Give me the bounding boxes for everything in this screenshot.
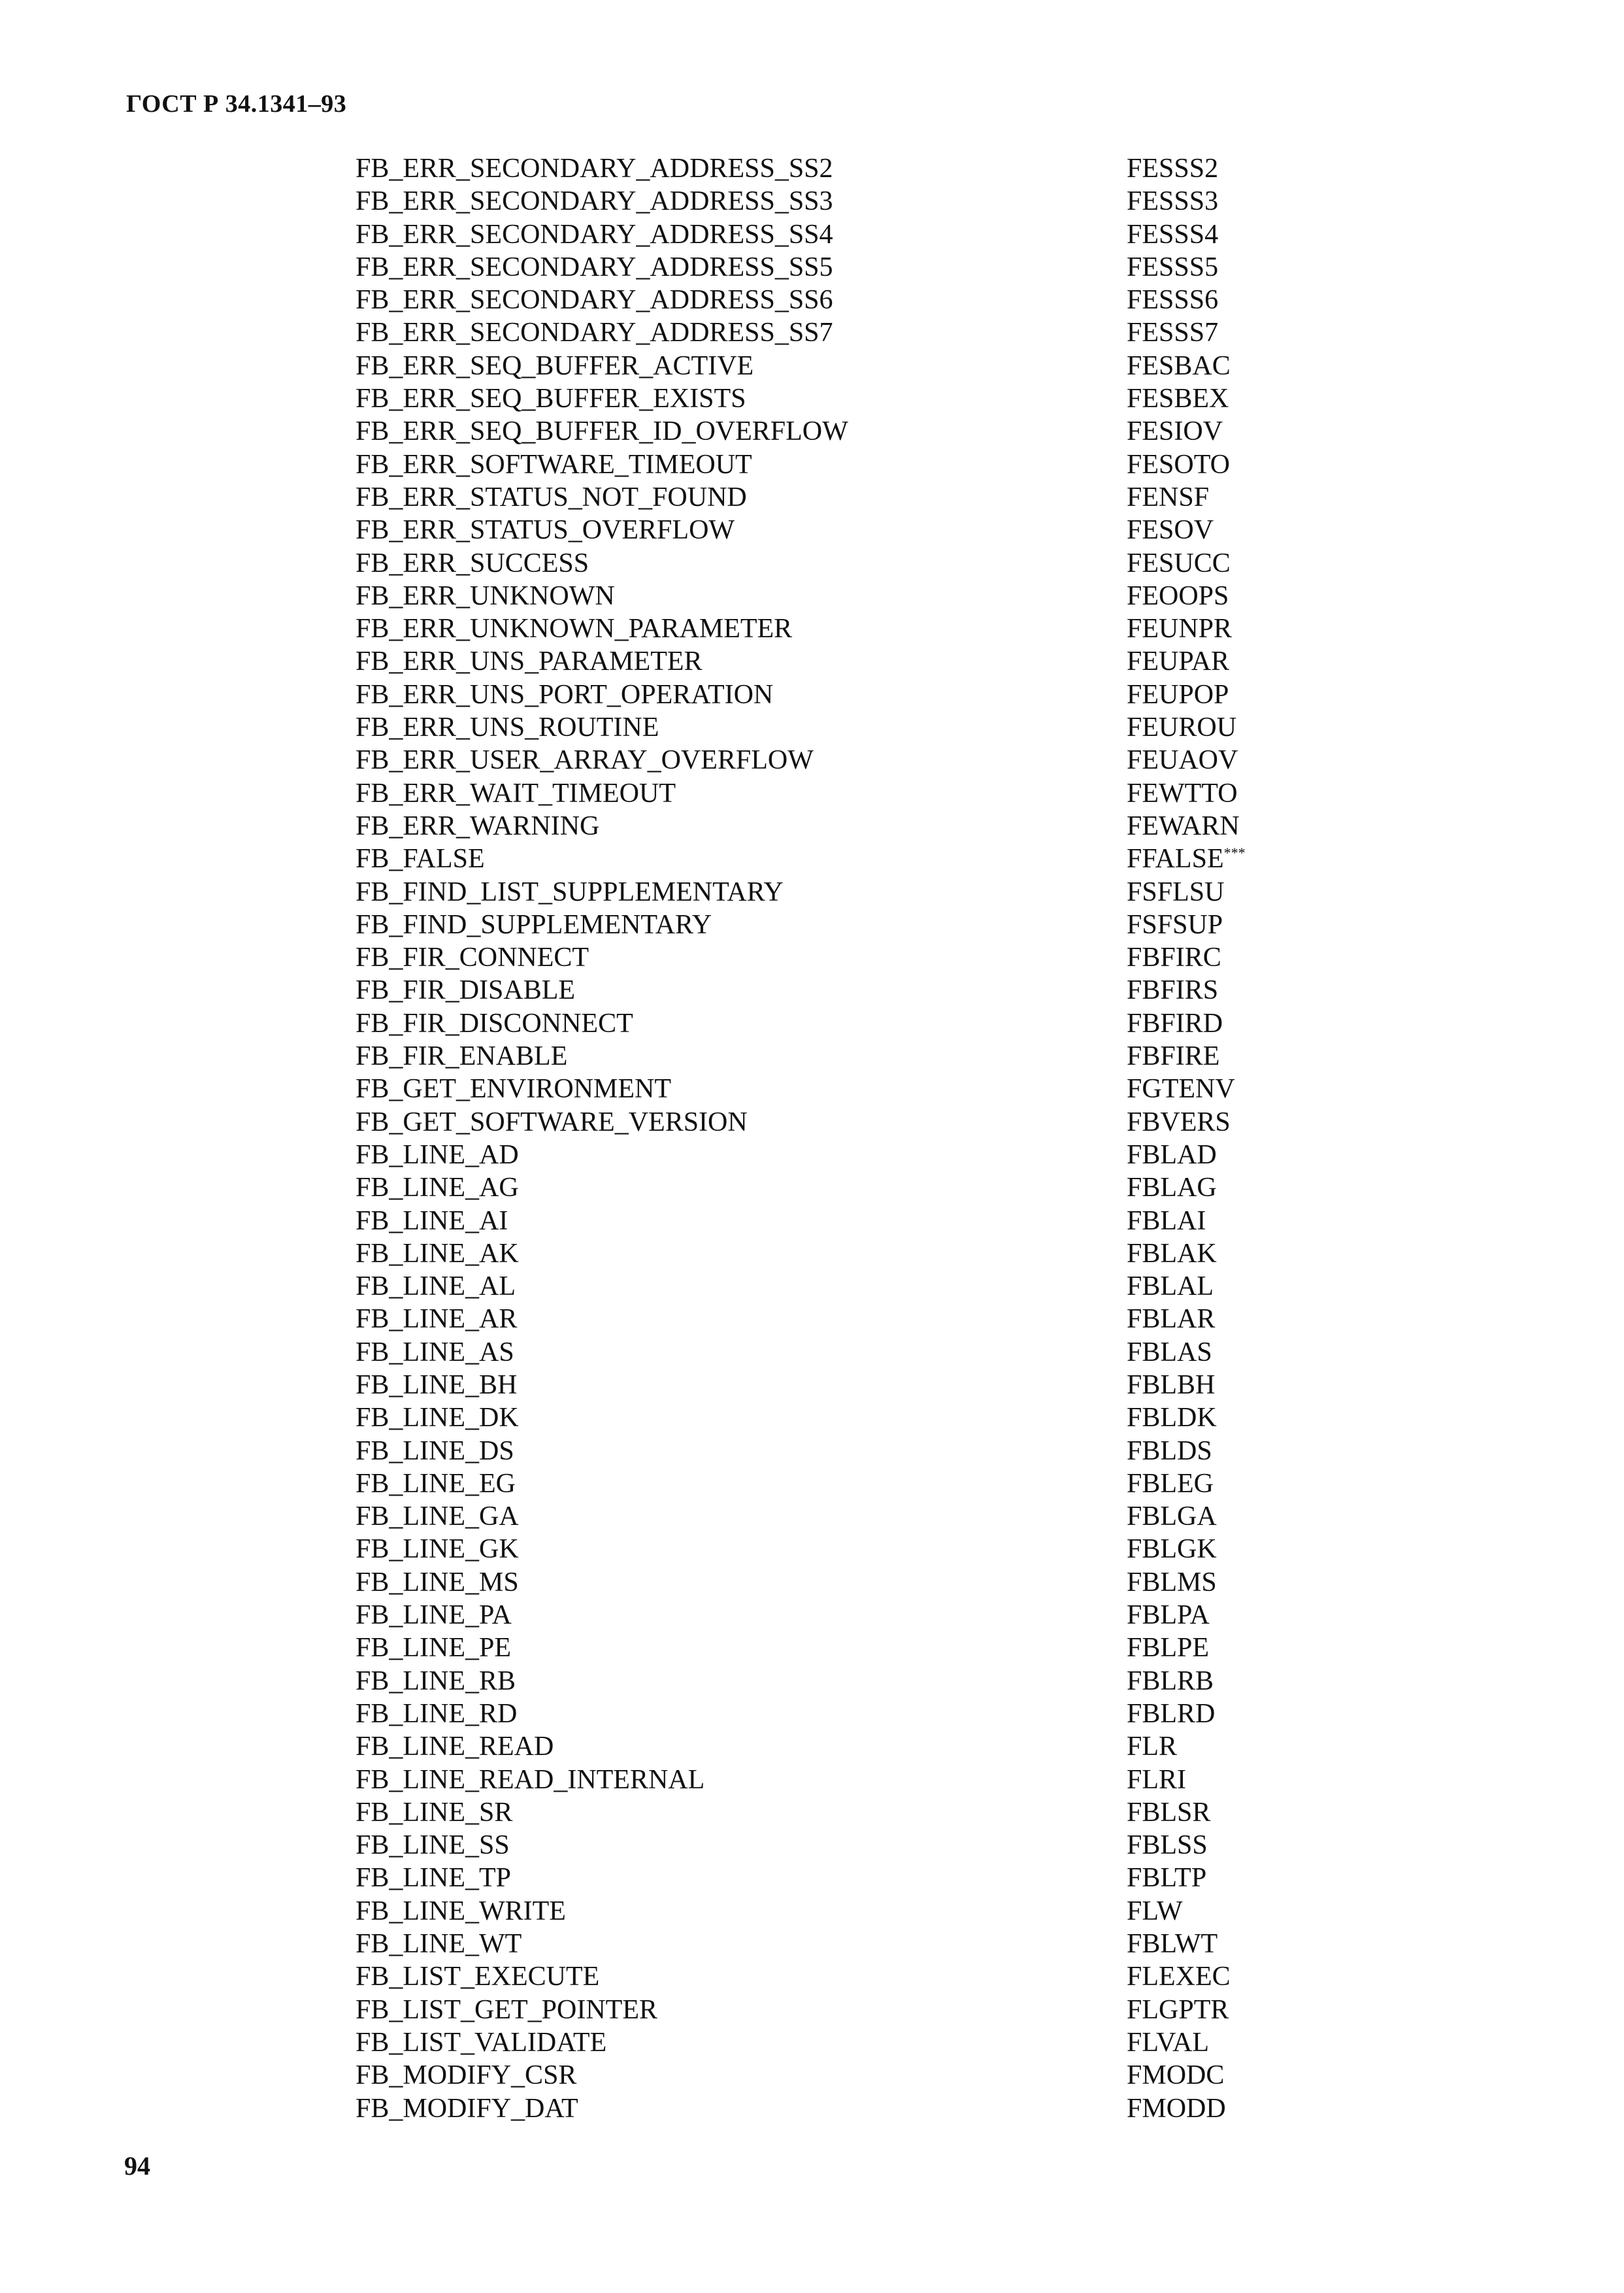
identifier-name: FB_LINE_PA (356, 1600, 512, 1631)
table-row (356, 1533, 1310, 1565)
identifier-abbreviation (1127, 1237, 1217, 1270)
footnote-marker: *** (1223, 845, 1246, 862)
table-row (356, 2026, 1310, 2059)
table-row (356, 580, 1310, 612)
identifier-abbreviation (1127, 415, 1223, 448)
abbreviation-text: FEWTTO (1127, 778, 1238, 809)
identifier-abbreviation (1127, 1270, 1214, 1303)
identifier-abbreviation (1127, 1205, 1206, 1237)
table-row (356, 1566, 1310, 1599)
document-header: ГОСТ Р 34.1341–93 (126, 90, 347, 118)
abbreviation-text: FESOV (1127, 515, 1214, 546)
abbreviation-text: FESIOV (1127, 416, 1223, 447)
identifier-name: FB_ERR_SECONDARY_ADDRESS_SS5 (356, 252, 833, 282)
abbreviation-text: FESSS2 (1127, 154, 1219, 184)
identifier-name: FB_LINE_EG (356, 1468, 516, 1499)
identifier-name: FB_MODIFY_DAT (356, 2093, 578, 2124)
identifier-abbreviation (1127, 1007, 1223, 1040)
abbreviation-text: FLGPTR (1127, 1994, 1229, 2025)
identifier-abbreviation (1127, 1566, 1217, 1599)
abbreviation-text: FBLAK (1127, 1238, 1217, 1269)
table-row (356, 777, 1310, 810)
abbreviation-text: FBLRD (1127, 1698, 1216, 1729)
identifier-abbreviation (1127, 777, 1238, 810)
identifier-name: FB_LINE_WT (356, 1929, 522, 1960)
identifier-abbreviation (1127, 744, 1238, 777)
identifier-abbreviation (1127, 580, 1229, 612)
identifier-name: FB_LINE_PE (356, 1633, 512, 1664)
identifier-name: FB_LINE_BH (356, 1369, 518, 1400)
table-row (356, 415, 1310, 448)
identifier-name: FB_LINE_SR (356, 1797, 513, 1828)
table-row (356, 251, 1310, 284)
table-row (356, 1994, 1310, 2026)
identifier-name: FB_ERR_SEQ_BUFFER_ID_OVERFLOW (356, 416, 848, 447)
table-row (356, 1796, 1310, 1829)
table-row (356, 974, 1310, 1007)
identifier-abbreviation (1127, 1796, 1210, 1829)
abbreviation-text: FBLTP (1127, 1863, 1207, 1894)
identifier-abbreviation (1127, 1960, 1231, 1993)
table-row (356, 1928, 1310, 1960)
abbreviation-text: FBLAG (1127, 1173, 1217, 1203)
abbreviation-text: FESBEX (1127, 384, 1229, 414)
table-row (356, 612, 1310, 645)
abbreviation-text: FBVERS (1127, 1107, 1231, 1137)
identifier-name: FB_ERR_UNS_ROUTINE (356, 712, 659, 743)
table-row (356, 382, 1310, 415)
identifier-name: FB_LIST_VALIDATE (356, 2027, 607, 2058)
identifier-abbreviation (1127, 1533, 1217, 1565)
identifier-abbreviation (1127, 974, 1218, 1007)
table-row (356, 1467, 1310, 1500)
abbreviation-text: FENSF (1127, 482, 1210, 512)
table-row (356, 1698, 1310, 1730)
table-row (356, 1960, 1310, 1993)
identifier-name: FB_ERR_WAIT_TIMEOUT (356, 778, 676, 809)
table-row (356, 284, 1310, 316)
table-row (356, 744, 1310, 777)
identifier-name: FB_LIST_GET_POINTER (356, 1994, 657, 2025)
abbreviation-text: FEUNPR (1127, 614, 1233, 644)
identifier-abbreviation (1127, 448, 1230, 481)
identifier-abbreviation (1127, 1336, 1212, 1369)
table-row (356, 876, 1310, 909)
identifier-abbreviation (1127, 1698, 1215, 1730)
table-row (356, 1106, 1310, 1139)
abbreviation-text: FLR (1127, 1732, 1178, 1762)
identifier-name: FB_LINE_AG (356, 1173, 519, 1203)
table-row (356, 218, 1310, 251)
identifier-abbreviation (1127, 1730, 1177, 1763)
table-row (356, 1665, 1310, 1698)
abbreviation-text: FESSS7 (1127, 318, 1219, 348)
identifier-name: FB_ERR_SECONDARY_ADDRESS_SS2 (356, 154, 833, 184)
table-row (356, 1401, 1310, 1434)
abbreviation-text: FBLRB (1127, 1665, 1214, 1696)
abbreviation-text: FBLSR (1127, 1797, 1211, 1828)
abbreviation-text: FBFIRD (1127, 1008, 1223, 1039)
identifier-name: FB_LINE_AL (356, 1271, 516, 1302)
table-row (356, 1205, 1310, 1237)
table-row (356, 2092, 1310, 2125)
identifier-name: FB_LINE_GA (356, 1501, 519, 1532)
table-row (356, 1040, 1310, 1073)
identifier-abbreviation (1127, 316, 1218, 349)
identifier-name: FB_LINE_DK (356, 1403, 519, 1433)
table-row (356, 350, 1310, 382)
identifier-abbreviation (1127, 711, 1236, 744)
abbreviation-text: FSFLSU (1127, 877, 1225, 907)
abbreviation-text: FBLAI (1127, 1205, 1206, 1236)
abbreviation-text: FLEXEC (1127, 1962, 1231, 1992)
abbreviation-text: FLRI (1127, 1764, 1187, 1795)
identifier-name: FB_ERR_UNKNOWN_PARAMETER (356, 614, 793, 644)
abbreviation-text: FEUPOP (1127, 679, 1229, 710)
abbreviation-text: FESOTO (1127, 449, 1230, 480)
identifier-abbreviation (1127, 1171, 1217, 1204)
abbreviation-text: FESUCC (1127, 548, 1231, 578)
abbreviation-text: FEOOPS (1127, 580, 1229, 611)
identifier-name: FB_LINE_TP (356, 1863, 512, 1894)
identifier-name: FB_LINE_AR (356, 1304, 518, 1335)
identifier-name: FB_LINE_MS (356, 1567, 519, 1598)
identifier-abbreviation (1127, 678, 1229, 711)
identifier-abbreviation (1127, 1303, 1215, 1335)
identifier-abbreviation (1127, 481, 1209, 514)
abbreviation-text: FBLAD (1127, 1139, 1217, 1170)
identifier-name: FB_ERR_UNS_PARAMETER (356, 646, 703, 677)
identifier-name: FB_FIR_CONNECT (356, 943, 589, 973)
table-row (356, 1007, 1310, 1040)
identifier-name: FB_LINE_WRITE (356, 1896, 566, 1926)
abbreviation-text: FESSS3 (1127, 186, 1219, 217)
table-row (356, 1237, 1310, 1270)
table-row (356, 645, 1310, 678)
identifier-abbreviation (1127, 909, 1223, 941)
abbreviation-text: FBLPE (1127, 1633, 1210, 1664)
abbreviation-text: FBLPA (1127, 1600, 1210, 1631)
identifier-abbreviation (1127, 1862, 1206, 1894)
abbreviation-text: FBFIRE (1127, 1041, 1220, 1072)
identifier-table (356, 152, 1310, 2125)
abbreviation-text: FBLGK (1127, 1534, 1217, 1565)
table-row (356, 185, 1310, 218)
identifier-abbreviation (1127, 1467, 1214, 1500)
identifier-name: FB_MODIFY_CSR (356, 2060, 577, 2091)
abbreviation-text: FEUAOV (1127, 745, 1238, 776)
identifier-name: FB_LINE_GK (356, 1534, 519, 1565)
identifier-abbreviation (1127, 2092, 1226, 2125)
table-row (356, 1632, 1310, 1664)
table-row (356, 1730, 1310, 1763)
abbreviation-text: FLVAL (1127, 2027, 1210, 2058)
abbreviation-text: FEUROU (1127, 712, 1237, 743)
identifier-abbreviation (1127, 218, 1218, 251)
table-row (356, 1171, 1310, 1204)
identifier-name: FB_ERR_USER_ARRAY_OVERFLOW (356, 745, 814, 776)
identifier-abbreviation (1127, 1632, 1209, 1664)
identifier-abbreviation (1127, 1401, 1217, 1434)
identifier-abbreviation (1127, 1040, 1219, 1073)
identifier-abbreviation (1127, 1665, 1214, 1698)
identifier-name: FB_ERR_SECONDARY_ADDRESS_SS6 (356, 285, 833, 316)
table-row (356, 678, 1310, 711)
abbreviation-text: FEWARN (1127, 811, 1240, 841)
identifier-abbreviation (1127, 152, 1218, 185)
identifier-name: FB_FALSE (356, 844, 485, 875)
table-row (356, 1139, 1310, 1171)
identifier-abbreviation (1127, 1139, 1217, 1171)
identifier-abbreviation (1127, 1599, 1210, 1632)
identifier-abbreviation (1127, 2026, 1209, 2059)
table-row (356, 843, 1310, 875)
identifier-abbreviation (1127, 1764, 1186, 1796)
table-row (356, 547, 1310, 580)
identifier-abbreviation (1127, 382, 1229, 415)
abbreviation-text: FESBAC (1127, 350, 1231, 381)
abbreviation-text: FBLMS (1127, 1567, 1217, 1598)
identifier-abbreviation (1127, 514, 1214, 546)
identifier-name: FB_ERR_STATUS_OVERFLOW (356, 515, 735, 546)
abbreviation-text: FBLWT (1127, 1929, 1218, 1960)
table-row (356, 152, 1310, 185)
identifier-abbreviation (1127, 1928, 1218, 1960)
identifier-name: FB_GET_SOFTWARE_VERSION (356, 1107, 748, 1137)
table-row (356, 316, 1310, 349)
identifier-name: FB_ERR_SEQ_BUFFER_EXISTS (356, 384, 746, 414)
table-row (356, 810, 1310, 843)
abbreviation-text: FBLSS (1127, 1830, 1208, 1861)
table-row (356, 1270, 1310, 1303)
identifier-name: FB_ERR_WARNING (356, 811, 600, 841)
abbreviation-text: FFALSE (1127, 844, 1224, 875)
identifier-name: FB_LINE_AD (356, 1139, 519, 1170)
abbreviation-text: FESSS5 (1127, 252, 1219, 282)
identifier-name: FB_ERR_SECONDARY_ADDRESS_SS4 (356, 219, 833, 250)
identifier-abbreviation (1127, 1435, 1212, 1467)
table-row (356, 448, 1310, 481)
identifier-abbreviation (1127, 350, 1231, 382)
identifier-name: FB_ERR_SEQ_BUFFER_ACTIVE (356, 350, 754, 381)
table-row (356, 1500, 1310, 1533)
identifier-abbreviation (1127, 810, 1240, 843)
identifier-name: FB_FIND_LIST_SUPPLEMENTARY (356, 877, 784, 907)
table-row (356, 1369, 1310, 1401)
table-row (356, 1895, 1310, 1928)
identifier-name: FB_LINE_READ_INTERNAL (356, 1764, 705, 1795)
identifier-abbreviation (1127, 843, 1246, 875)
identifier-name: FB_LINE_RD (356, 1698, 518, 1729)
abbreviation-text: FBLAL (1127, 1271, 1214, 1302)
identifier-name: FB_LINE_AK (356, 1238, 519, 1269)
table-row (356, 1435, 1310, 1467)
abbreviation-text: FMODC (1127, 2060, 1225, 2091)
identifier-abbreviation (1127, 612, 1232, 645)
abbreviation-text: FESSS4 (1127, 219, 1219, 250)
identifier-abbreviation (1127, 547, 1231, 580)
identifier-name: FB_GET_ENVIRONMENT (356, 1074, 671, 1105)
abbreviation-text: FMODD (1127, 2093, 1226, 2124)
identifier-abbreviation (1127, 284, 1218, 316)
identifier-name: FB_FIR_ENABLE (356, 1041, 568, 1072)
identifier-abbreviation (1127, 1500, 1217, 1533)
identifier-name: FB_ERR_UNKNOWN (356, 580, 615, 611)
identifier-name: FB_LIST_EXECUTE (356, 1962, 600, 1992)
page-number: 94 (124, 2151, 150, 2181)
identifier-name: FB_ERR_SECONDARY_ADDRESS_SS3 (356, 186, 833, 217)
abbreviation-text: FESSS6 (1127, 285, 1219, 316)
identifier-abbreviation (1127, 2059, 1224, 2092)
abbreviation-text: FBLDK (1127, 1403, 1217, 1433)
identifier-name: FB_LINE_AI (356, 1205, 508, 1236)
identifier-abbreviation (1127, 1994, 1229, 2026)
abbreviation-text: FBFIRC (1127, 943, 1221, 973)
abbreviation-text: FLW (1127, 1896, 1183, 1926)
table-row (356, 2059, 1310, 2092)
identifier-name: FB_LINE_SS (356, 1830, 510, 1861)
identifier-abbreviation (1127, 1106, 1231, 1139)
abbreviation-text: FBFIRS (1127, 975, 1219, 1006)
abbreviation-text: FBLDS (1127, 1435, 1212, 1466)
abbreviation-text: FBLGA (1127, 1501, 1217, 1532)
identifier-name: FB_ERR_SECONDARY_ADDRESS_SS7 (356, 318, 833, 348)
table-row (356, 1336, 1310, 1369)
table-row (356, 1303, 1310, 1335)
table-row (356, 1829, 1310, 1862)
abbreviation-text: FBLBH (1127, 1369, 1216, 1400)
identifier-name: FB_LINE_READ (356, 1732, 554, 1762)
table-row (356, 941, 1310, 974)
table-row (356, 1862, 1310, 1894)
abbreviation-text: FEUPAR (1127, 646, 1230, 677)
identifier-name: FB_ERR_STATUS_NOT_FOUND (356, 482, 747, 512)
table-row (356, 514, 1310, 546)
table-row (356, 1599, 1310, 1632)
identifier-name: FB_FIR_DISABLE (356, 975, 576, 1006)
identifier-name: FB_FIND_SUPPLEMENTARY (356, 909, 712, 940)
identifier-name: FB_LINE_DS (356, 1435, 514, 1466)
table-row (356, 1073, 1310, 1105)
abbreviation-text: FSFSUP (1127, 909, 1223, 940)
identifier-name: FB_ERR_SUCCESS (356, 548, 589, 578)
identifier-name: FB_ERR_UNS_PORT_OPERATION (356, 679, 774, 710)
identifier-abbreviation (1127, 1073, 1235, 1105)
table-row (356, 481, 1310, 514)
identifier-abbreviation (1127, 645, 1229, 678)
identifier-abbreviation (1127, 185, 1218, 218)
identifier-abbreviation (1127, 1369, 1215, 1401)
identifier-abbreviation (1127, 876, 1224, 909)
identifier-abbreviation (1127, 1895, 1183, 1928)
identifier-abbreviation (1127, 1829, 1208, 1862)
table-row (356, 1764, 1310, 1796)
identifier-name: FB_LINE_AS (356, 1337, 514, 1367)
identifier-name: FB_LINE_RB (356, 1665, 516, 1696)
abbreviation-text: FGTENV (1127, 1074, 1235, 1105)
identifier-abbreviation (1127, 251, 1218, 284)
abbreviation-text: FBLEG (1127, 1468, 1214, 1499)
identifier-abbreviation (1127, 941, 1221, 974)
abbreviation-text: FBLAS (1127, 1337, 1212, 1367)
abbreviation-text: FBLAR (1127, 1304, 1216, 1335)
table-row (356, 909, 1310, 941)
identifier-name: FB_FIR_DISCONNECT (356, 1008, 633, 1039)
table-row (356, 711, 1310, 744)
identifier-name: FB_ERR_SOFTWARE_TIMEOUT (356, 449, 752, 480)
